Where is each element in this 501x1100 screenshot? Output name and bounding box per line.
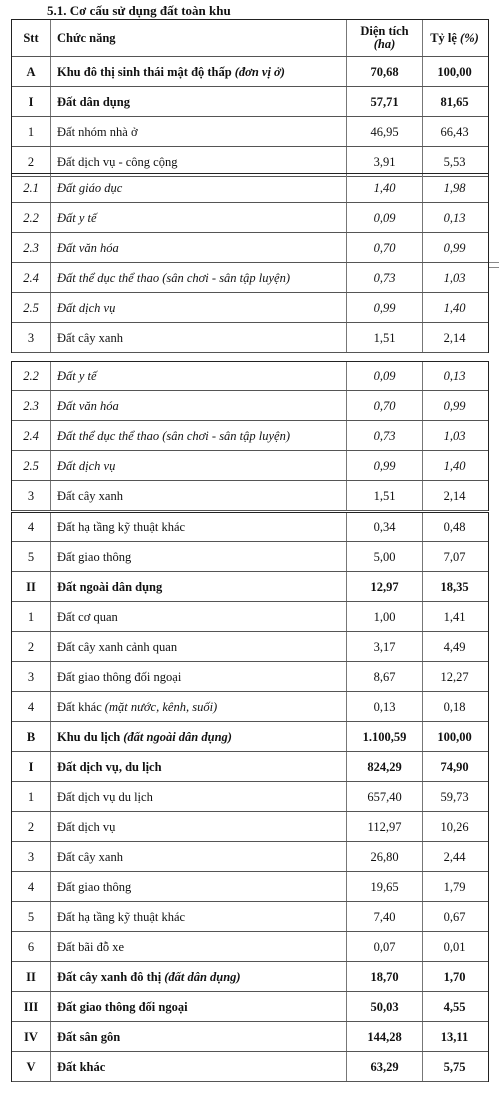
- cell-chuc-nang: [51, 1052, 347, 1081]
- cell-name-text: Đất thể dục thể thao (sân chơi - sân tập luyện): [57, 270, 291, 285]
- section-heading: 5.1. Cơ cấu sử dụng đất toàn khu: [47, 3, 231, 18]
- cell-name-text: Đất dân dụng: [57, 94, 130, 109]
- land-use-table-part-2: [11, 173, 489, 353]
- cell-dien-tich: 112,97: [347, 812, 423, 841]
- cell-ty-le: 0,13: [443, 369, 466, 383]
- cell-stt: 2.4: [12, 421, 51, 450]
- cell-chuc-nang: [51, 1022, 347, 1051]
- cell-stt: 4: [12, 513, 51, 541]
- cell-ty-le: 18,35: [440, 579, 469, 594]
- cell-stt: I: [12, 87, 51, 116]
- cell-ty-le: 59,73: [440, 789, 469, 804]
- cell-dien-tich: 12,97: [347, 572, 423, 601]
- cell-name-text: Đất cây xanh: [57, 488, 123, 503]
- cell-name-text: Khu du lịch: [57, 729, 121, 744]
- cell-dien-tich: 19,65: [347, 872, 423, 901]
- cell-name-text: Đất giáo dục: [57, 181, 123, 195]
- cell-name-text: Đất y tế: [57, 369, 97, 383]
- header-ty-le-label: Tỷ lệ: [430, 30, 457, 45]
- cell-stt: 1: [12, 782, 51, 811]
- cell-stt: II: [12, 962, 51, 991]
- cell-name-text: Đất cơ quan: [57, 609, 118, 624]
- cell-ty-le: 10,26: [440, 819, 469, 834]
- cell-dien-tich: 0,73: [347, 263, 423, 292]
- cell-chuc-nang: [51, 542, 347, 571]
- cell-name-text: Đất sân gôn: [57, 1029, 121, 1044]
- cell-ty-le: 2,44: [443, 849, 466, 864]
- table-row: [12, 481, 488, 511]
- cell-chuc-nang: [51, 263, 347, 292]
- cell-name-text: Đất y tế: [57, 210, 97, 225]
- cell-chuc-nang: [51, 233, 347, 262]
- cell-name-text: Đất khác: [57, 1059, 106, 1074]
- cell-dien-tich: 824,29: [347, 752, 423, 781]
- cell-stt: 1: [12, 117, 51, 146]
- table-row: [12, 391, 488, 421]
- cell-stt: 2.5: [12, 451, 51, 480]
- cell-dien-tich: 1,51: [347, 323, 423, 352]
- cell-dien-tich: 1.100,59: [347, 722, 423, 751]
- cell-dien-tich: 3,17: [347, 632, 423, 661]
- scroll-handle-icon[interactable]: [489, 262, 499, 268]
- cell-ty-le: 13,11: [440, 1029, 469, 1044]
- table-row: [12, 421, 488, 451]
- table-row: [12, 842, 488, 872]
- cell-ty-le: 100,00: [437, 64, 472, 79]
- cell-name-text: Đất dịch vụ, du lịch: [57, 759, 162, 774]
- cell-name-text: Đất dịch vụ: [57, 819, 116, 834]
- cell-name-text: Đất giao thông đối ngoại: [57, 669, 182, 684]
- cell-dien-tich: 0,70: [347, 391, 423, 420]
- cell-dien-tich: 8,67: [347, 662, 423, 691]
- cell-chuc-nang: [51, 513, 347, 541]
- cell-ty-le: 1,03: [443, 428, 466, 443]
- cell-chuc-nang: [51, 782, 347, 811]
- cell-dien-tich: 5,00: [347, 542, 423, 571]
- cell-ty-le: 81,65: [440, 94, 469, 109]
- table-row: [12, 602, 488, 632]
- cell-stt: IV: [12, 1022, 51, 1051]
- cell-chuc-nang: [51, 421, 347, 450]
- cell-chuc-nang: [51, 87, 347, 116]
- cell-stt: V: [12, 1052, 51, 1081]
- cell-dien-tich: 1,00: [347, 602, 423, 631]
- cell-ty-le: 7,07: [443, 549, 466, 564]
- cell-ty-le: 4,49: [443, 639, 466, 654]
- cell-dien-tich: 50,03: [347, 992, 423, 1021]
- table-row: [12, 263, 488, 293]
- cell-dien-tich: 46,95: [347, 117, 423, 146]
- cell-dien-tich: 26,80: [347, 842, 423, 871]
- cell-name-text: Đất dịch vụ du lịch: [57, 789, 153, 804]
- cell-dien-tich: 0,70: [347, 233, 423, 262]
- cell-stt: 6: [12, 932, 51, 961]
- cell-ty-le: 66,43: [440, 124, 469, 139]
- cell-chuc-nang: [51, 662, 347, 691]
- cell-chuc-nang: [51, 962, 347, 991]
- table-row: [12, 173, 488, 203]
- cell-dien-tich: 0,09: [347, 203, 423, 232]
- cell-chuc-nang: [51, 174, 347, 202]
- cell-chuc-nang: [51, 872, 347, 901]
- table-row: [12, 992, 488, 1022]
- table-row: [12, 451, 488, 481]
- table-row: [12, 1022, 488, 1052]
- cell-chuc-nang: [51, 391, 347, 420]
- cell-dien-tich: 3,91: [347, 147, 423, 176]
- cell-name-text: Đất khác: [57, 699, 102, 714]
- cell-dien-tich: 0,99: [347, 293, 423, 322]
- table-row: [12, 323, 488, 353]
- cell-name-text: Đất cây xanh cảnh quan: [57, 639, 178, 654]
- header-stt: Stt: [12, 20, 51, 56]
- cell-dien-tich: 0,07: [347, 932, 423, 961]
- cell-stt: 4: [12, 872, 51, 901]
- table-row: [12, 117, 488, 147]
- table-row: [12, 722, 488, 752]
- cell-chuc-nang: [51, 602, 347, 631]
- cell-note-text: (đất ngoài dân dụng): [123, 729, 232, 744]
- cell-name-text: Đất dịch vụ: [57, 458, 116, 473]
- cell-ty-le: 0,48: [443, 520, 466, 534]
- table-row: [12, 1052, 488, 1082]
- cell-chuc-nang: [51, 362, 347, 390]
- cell-chuc-nang: [51, 992, 347, 1021]
- cell-stt: 3: [12, 662, 51, 691]
- cell-chuc-nang: [51, 842, 347, 871]
- cell-ty-le: 0,67: [443, 909, 466, 924]
- cell-ty-le: 0,18: [443, 699, 466, 714]
- header-dien-tich: [347, 20, 423, 56]
- cell-name-text: Khu đô thị sinh thái mật độ thấp: [57, 64, 232, 79]
- cell-ty-le: 2,14: [443, 330, 466, 345]
- cell-name-text: Đất bãi đỗ xe: [57, 939, 124, 954]
- cell-stt: 1: [12, 602, 51, 631]
- cell-note-text: (đất dân dụng): [164, 969, 241, 984]
- header-chuc-nang: Chức năng: [51, 20, 347, 56]
- table-row: [12, 782, 488, 812]
- cell-ty-le: 100,00: [437, 729, 472, 744]
- table-row: [12, 932, 488, 962]
- cell-chuc-nang: [51, 902, 347, 931]
- cell-name-text: Đất văn hóa: [57, 398, 119, 413]
- cell-stt: 2: [12, 632, 51, 661]
- land-use-table-part-1: [11, 19, 489, 177]
- cell-dien-tich: 0,13: [347, 692, 423, 721]
- cell-ty-le: 5,53: [443, 154, 466, 169]
- table-row: [12, 962, 488, 992]
- cell-name-text: Đất giao thông: [57, 879, 132, 894]
- cell-chuc-nang: [51, 722, 347, 751]
- cell-name-text: Đất cây xanh đô thị: [57, 969, 162, 984]
- cell-dien-tich: 18,70: [347, 962, 423, 991]
- cell-note-text: (mặt nước, kênh, suối): [104, 699, 218, 714]
- cell-stt: 2.2: [12, 203, 51, 232]
- cell-name-text: Đất thể dục thể thao (sân chơi - sân tập luyện): [57, 428, 291, 443]
- cell-dien-tich: 1,51: [347, 481, 423, 510]
- table-row: [12, 752, 488, 782]
- cell-chuc-nang: [51, 323, 347, 352]
- cell-stt: 2.3: [12, 391, 51, 420]
- cell-chuc-nang: [51, 117, 347, 146]
- table-row: [12, 632, 488, 662]
- cell-name-text: Đất giao thông đối ngoại: [57, 999, 188, 1014]
- cell-dien-tich: 0,73: [347, 421, 423, 450]
- cell-chuc-nang: [51, 293, 347, 322]
- cell-name-text: Đất dịch vụ: [57, 300, 116, 315]
- table-row: [12, 692, 488, 722]
- cell-ty-le: 0,99: [443, 398, 466, 413]
- cell-name-text: Đất dịch vụ - công cộng: [57, 154, 178, 169]
- cell-ty-le: 1,79: [443, 879, 466, 894]
- cell-dien-tich: 1,40: [347, 174, 423, 202]
- cell-ty-le: 74,90: [440, 759, 469, 774]
- cell-stt: II: [12, 572, 51, 601]
- cell-stt: 4: [12, 692, 51, 721]
- cell-ty-le: 1,40: [443, 458, 466, 473]
- cell-dien-tich: 657,40: [347, 782, 423, 811]
- table-row: [12, 293, 488, 323]
- cell-chuc-nang: [51, 57, 347, 86]
- cell-chuc-nang: [51, 147, 347, 176]
- cell-name-text: Đất hạ tầng kỹ thuật khác: [57, 520, 186, 534]
- cell-stt: 5: [12, 542, 51, 571]
- cell-stt: 5: [12, 902, 51, 931]
- cell-stt: 3: [12, 842, 51, 871]
- table-row: [12, 542, 488, 572]
- cell-ty-le: 5,75: [443, 1059, 466, 1074]
- header-dien-tich-label: Diện tích: [360, 24, 409, 38]
- cell-ty-le: 1,03: [443, 270, 466, 285]
- cell-chuc-nang: [51, 932, 347, 961]
- cell-ty-le: 12,27: [440, 669, 469, 684]
- cell-name-text: Đất cây xanh: [57, 330, 123, 345]
- cell-stt: 2.4: [12, 263, 51, 292]
- cell-stt: 2.5: [12, 293, 51, 322]
- cell-stt: 2.2: [12, 362, 51, 390]
- table-row: [12, 57, 488, 87]
- cell-dien-tich: 63,29: [347, 1052, 423, 1081]
- cell-note-text: (đơn vị ở): [234, 64, 285, 79]
- cell-chuc-nang: [51, 451, 347, 480]
- cell-stt: 2: [12, 147, 51, 176]
- land-use-table-part-4: [11, 512, 489, 1082]
- cell-chuc-nang: [51, 481, 347, 510]
- cell-chuc-nang: [51, 812, 347, 841]
- cell-chuc-nang: [51, 632, 347, 661]
- table-row: [12, 902, 488, 932]
- cell-dien-tich: 70,68: [347, 57, 423, 86]
- table-row: [12, 203, 488, 233]
- cell-ty-le: 1,98: [443, 181, 466, 195]
- land-use-table-part-3: [11, 361, 489, 511]
- cell-stt: 2.1: [12, 174, 51, 202]
- cell-ty-le: 0,13: [443, 210, 466, 225]
- cell-ty-le: 0,01: [443, 939, 466, 954]
- cell-stt: B: [12, 722, 51, 751]
- cell-ty-le: 1,70: [443, 969, 466, 984]
- cell-name-text: Đất cây xanh: [57, 849, 123, 864]
- header-ty-le-text: [430, 32, 479, 45]
- cell-ty-le: 4,55: [443, 999, 466, 1014]
- cell-name-text: Đất ngoài dân dụng: [57, 579, 163, 594]
- cell-name-text: Đất văn hóa: [57, 240, 119, 255]
- header-dien-tich-unit: (ha): [373, 37, 396, 51]
- cell-stt: 2.3: [12, 233, 51, 262]
- table-row: [12, 812, 488, 842]
- cell-ty-le: 0,99: [443, 240, 466, 255]
- table-row: [12, 572, 488, 602]
- header-ty-le: [423, 20, 486, 56]
- header-ty-le-unit: (%): [460, 30, 479, 45]
- cell-chuc-nang: [51, 572, 347, 601]
- table-row: [12, 662, 488, 692]
- table-row: [12, 512, 488, 542]
- table-header-row: [12, 19, 488, 57]
- cell-stt: III: [12, 992, 51, 1021]
- cell-ty-le: 1,41: [443, 609, 466, 624]
- cell-chuc-nang: [51, 692, 347, 721]
- table-row: [12, 233, 488, 263]
- cell-stt: 3: [12, 481, 51, 510]
- cell-stt: 3: [12, 323, 51, 352]
- cell-stt: A: [12, 57, 51, 86]
- cell-name-text: Đất hạ tầng kỹ thuật khác: [57, 909, 186, 924]
- cell-dien-tich: 7,40: [347, 902, 423, 931]
- cell-dien-tich: 57,71: [347, 87, 423, 116]
- cell-ty-le: 2,14: [443, 488, 466, 503]
- cell-name-text: Đất nhóm nhà ở: [57, 124, 138, 139]
- cell-chuc-nang: [51, 752, 347, 781]
- cell-dien-tich: 0,34: [347, 513, 423, 541]
- table-row: [12, 361, 488, 391]
- cell-chuc-nang: [51, 203, 347, 232]
- table-row: [12, 87, 488, 117]
- cell-dien-tich: 0,09: [347, 362, 423, 390]
- cell-name-text: Đất giao thông: [57, 549, 132, 564]
- cell-ty-le: 1,40: [443, 300, 466, 315]
- cell-dien-tich: 144,28: [347, 1022, 423, 1051]
- table-row: [12, 872, 488, 902]
- cell-stt: I: [12, 752, 51, 781]
- cell-stt: 2: [12, 812, 51, 841]
- cell-dien-tich: 0,99: [347, 451, 423, 480]
